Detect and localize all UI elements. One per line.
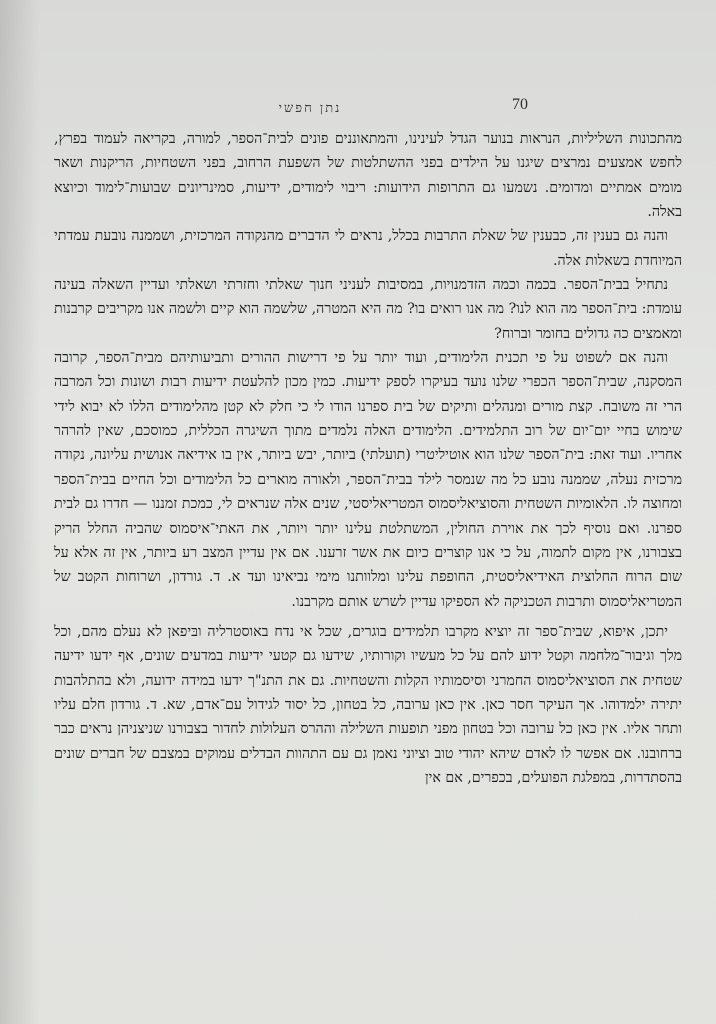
page-header [0, 92, 716, 122]
running-head-author: נתן חפשי [278, 101, 342, 116]
paragraph-4: והנה אם לשפוט על פי תכנית הלימודים, ועוד יותר על פי דרישות ההורים ותביעותיהם מבית־הספר, קרובה המסקנה, שבית־הספר הכפרי שלנו נועד בעיקרו לספק ידיעות. כמין מכון להלעטת ידיעות רבות ושונות וכל המרבה הרי זה משובח. קצת מורים ומנהלים ותיקים של בית ספרנו הודו לי כי חלק לא קטן מהלימודים הללו לא יבוא לידי שימוש בחיי יום־יום של רוב התלמידים. הלימודים האלה נלמדים מתוך השיגרה הכללית, כמוסכם, שאין להרהר אחריו. ועוד זאת: בית־הספר שלנו הוא אוטיליטרי (תועלתי) ביותר, יבש ביותר, אין בו אידיאה אנושית עליונה, נקודה מרכזית נעלה, שממנה נובע כל מה שנמסר לילד בבית־הספר, ולאורה מוארים כל הלימודים וכל החיים בבית־הספר ומחוצה לו. הלאומיות השטחית והסוציאליסמוס המטריאליסטי, שנים אלה שנראים לי, כמכת זמננו — חדרו גם לבית ספרנו. ואם נוסיף לכך את אוירת החולין, המשתלטת עלינו יותר ויותר, את האתי־איסמוס שהביה החלל הריק בצבורנו, אין מקום לתמוה, על כי אנו קוצרים כיום את אשר זרענו. אם אין עדיין המצב רע ביותר, אין זה אלא על שום הרוח החלוצית האידיאליסטית, החופפת עלינו ומלוותנו מימי נביאינו ועד א. ד. גורדון, ושרוחות הקטב של המטריאליסמוס ותרבות הטכניקה לא הספיקו עדיין לשרש אותם מקרבנו. [54, 350, 682, 610]
paragraph-1: מהתכונות השליליות, הנראות בנוער הגדל לעינינו, והמתאוננים פונים לבית־הספר, למורה, בקריאה לעמוד בפרץ, לחפש אמצעים נמרצים שיגנו על הילדים בפני ההשתלטות של השפעת הרחוב, בפני השטחיות, הריקנות ושאר מומים אמתיים ומדומים. נשמעו גם התרופות הידועות: ריבוי לימודים, ידיעות, סמינריונים שבועות־לימוד וכיוצא באלה. [54, 131, 682, 221]
paragraph-2: והנה גם בענין זה, כבענין של שאלת התרבות בכלל, נראים לי הדברים מהנקודה המרכזית, ושממנה נובעת עמדתי המיוחדת בשאלות אלה. [54, 228, 682, 269]
body-text [54, 127, 682, 790]
page-gutter-shadow [0, 0, 40, 1024]
paragraph-3: נתחיל בבית־הספר. בכמה וכמה הזדמנויות, במסיבות לעניני חנוך שאלתי וחזרתי ושאלתי ועדיין השאלה בעינה עומדת: בית־הספר מה הוא לנו? מה אנו רואים בו? מה היא המטרה, שלשמה הוא קיים ולשמה אנו מקריבים קרבנות ומאמצים כה גדולים בחומר וברוח? [54, 277, 682, 342]
page-number: 70 [512, 96, 528, 113]
paragraph-5: יתכן, איפוא, שבית־ספר זה יוציא מקרבו תלמידים בוגרים, שכל אי נדח באוסטרליה ובּיפאן לא נעלם מהם, וכל מלך וגיבור־מלחמה וקטל ידוע להם על כל מעשיו וקורותיו, שידעו גם קטעי ידיעות במדעים שונים, אף ידעו ידיעה שטחית את הסוציאליסמוס החמרני וסיסמותיו הקלות והשטחיות. גם את התנ"ך ידעו במידה ידועה, ולא בהתלהבות יתירה ילמדוהו. אך העיקר חסר כאן. אין כאן ערובה, כל בטחון, כל יסוד לגידול עם־אדם, שא. ד. גורדון חלם עליו ותחר אליו. אין כאן כל ערובה וכל בטחון מפני תופעות השלילה וההרס העלולות לחדור בצבורנו שניצניהן נראים כבר ברחובנו. אם אפשר לו לאדם שיהא יהודי טוב וציוני נאמן גם עם התהוות הבדלים עמוקים במצבם של חברים שונים בהסתדרות, במפלגת הפועלים, בכפרים, אם אין [54, 623, 682, 786]
